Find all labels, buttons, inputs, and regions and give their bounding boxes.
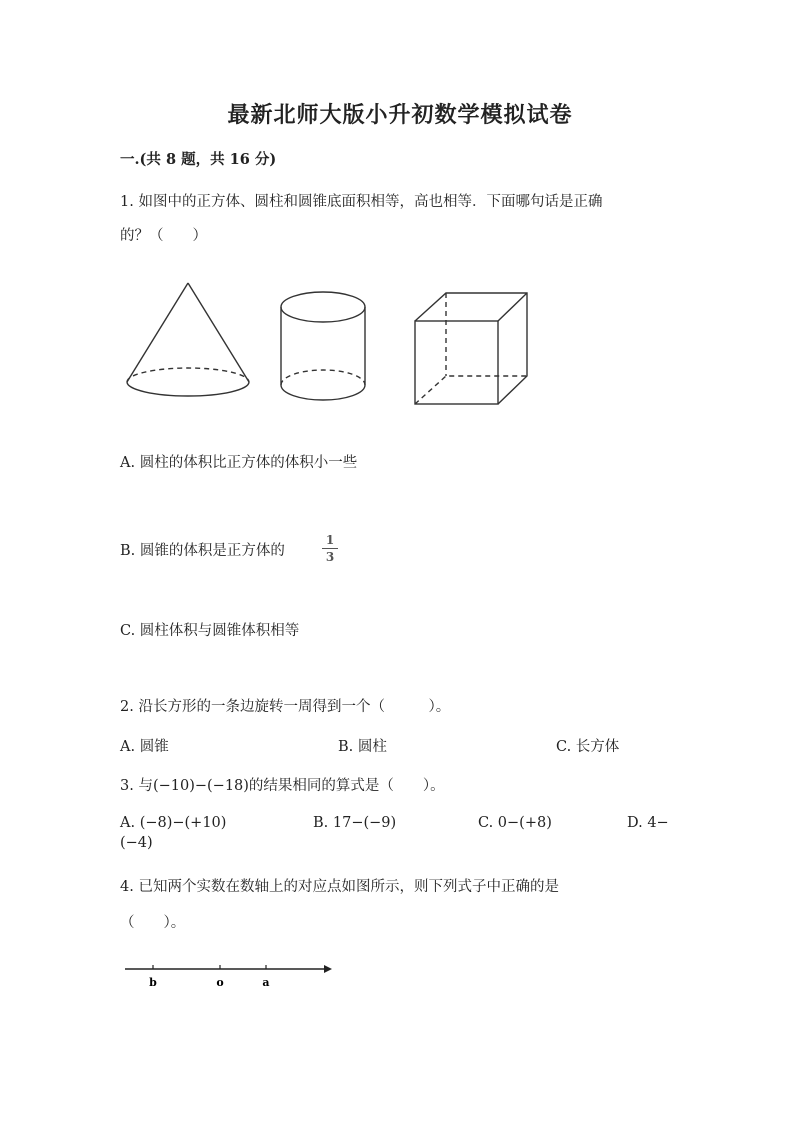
question-1-text: 1. 如图中的正方体、圆柱和圆锥底面积相等，高也相等．下面哪句话是正确: [120, 194, 603, 210]
number-line: [120, 958, 340, 998]
question-2-option-a: A. 圆锥: [120, 739, 169, 755]
axis-label-a: a: [262, 976, 270, 989]
question-1-option-c: C. 圆柱体积与圆锥体积相等: [120, 623, 300, 639]
fraction-numerator: 1: [325, 533, 335, 547]
question-4-text-cont: （ ）。: [120, 915, 186, 931]
question-3-text: 3. 与(−10)−(−18)的结果相同的算式是（ ）。: [120, 778, 445, 794]
question-2-option-b: B. 圆柱: [338, 739, 387, 755]
cylinder-figure: [281, 292, 365, 400]
question-2-text: 2. 沿长方形的一条边旋转一周得到一个（ ）。: [120, 699, 451, 715]
solids-figure: [120, 275, 540, 415]
section-heading: 一.(共 8 题，共 16 分): [120, 151, 277, 168]
cone-figure: [127, 283, 249, 396]
fraction-one-third: [322, 533, 338, 564]
question-3-option-b: B. 17−(−9): [313, 815, 397, 831]
question-3-option-d-cont: (−4): [120, 835, 153, 851]
question-3-option-a: A. (−8)−(+10): [120, 815, 227, 831]
arrow-right-icon: [324, 965, 332, 973]
cube-figure: [415, 293, 527, 404]
axis-label-b: b: [149, 976, 157, 989]
axis-label-o: o: [216, 976, 224, 989]
question-3-option-d: D. 4−: [627, 815, 669, 831]
question-1-option-b: B. 圆锥的体积是正方体的: [120, 543, 285, 559]
question-1-text-cont: 的？（ ）: [120, 228, 207, 244]
question-3-option-c: C. 0−(+8): [478, 815, 552, 831]
question-4-text: 4. 已知两个实数在数轴上的对应点如图所示，则下列式子中正确的是: [120, 879, 559, 895]
fraction-denominator: 3: [325, 550, 335, 564]
question-1-option-a: A. 圆柱的体积比正方体的体积小一些: [120, 455, 358, 471]
page-title: 最新北师大版小升初数学模拟试卷: [227, 102, 573, 128]
question-2-option-c: C. 长方体: [556, 739, 620, 755]
